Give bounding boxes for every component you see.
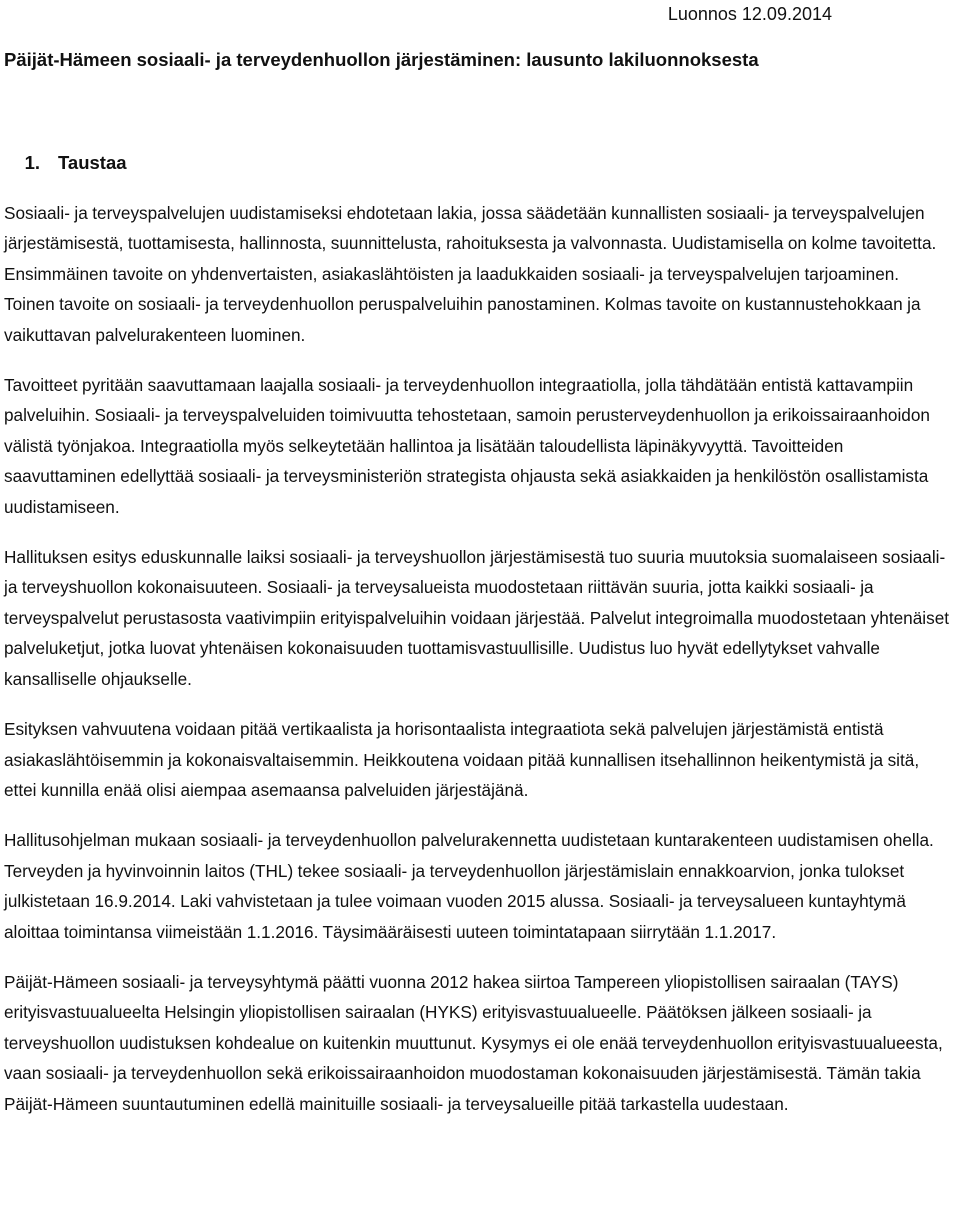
document-title: Päijät-Hämeen sosiaali- ja terveydenhuollon järjestäminen: lausunto lakiluonnoksesta (4, 49, 759, 70)
paragraph-4: Esityksen vahvuutena voidaan pitää vertikaalista ja horisontaalista integraatiota sekä palvelujen järjestämistä entistä asiakaslähtöisemmin ja kokonaisvaltaisemmin. Heikkoutena voidaan pitää kunnallisen itsehallinnon heikentymistä ja sitä, ettei kunnilla enää olisi aiempaa asemaansa palveluiden järjestäjänä. (4, 719, 920, 800)
paragraph-2: Tavoitteet pyritään saavuttamaan laajalla sosiaali- ja terveydenhuollon integraatiolla, jolla tähdätään entistä kattavampiin palveluihin. Sosiaali- ja terveyspalveluiden toimivuutta tehostetaan, samoin perusterveydenhuollon ja erikoissairaanhoidon välistä työnjakoa. Integraatiolla myös selkeytetään hallintoa ja lisätään taloudellista läpinäkyvyyttä. Tavoitteiden saavuttaminen edellyttää sosiaali- ja terveysministeriön strategista ohjausta sekä asiakkaiden ja henkilöstön osallistamista uudistamiseen. (4, 375, 930, 517)
section-title: Taustaa (58, 152, 127, 173)
paragraph-1: Sosiaali- ja terveyspalvelujen uudistamiseksi ehdotetaan lakia, jossa säädetään kunnallisten sosiaali- ja terveyspalvelujen järjestämisestä, tuottamisesta, hallinnosta, suunnittelusta, rahoituksesta ja valvonnasta. Uudistamisella on kolme tavoitetta. Ensimmäinen tavoite on yhdenvertaisten, asiakaslähtöisten ja laadukkaiden sosiaali- ja terveyspalvelujen tarjoaminen. Toinen tavoite on sosiaali- ja terveydenhuollon peruspalveluihin panostaminen. Kolmas tavoite on kustannustehokkaan ja vaikuttavan palvelurakenteen luominen. (4, 203, 937, 345)
section-heading (4, 152, 127, 174)
section-number: 1. (24, 152, 40, 173)
body-text (4, 198, 952, 1119)
paragraph-3: Hallituksen esitys eduskunnalle laiksi sosiaali- ja terveyshuollon järjestämisestä tuo suuria muutoksia suomalaiseen sosiaali- ja terveyshuollon kokonaisuuteen. Sosiaali- ja terveysalueista muodostetaan riittävän suuria, jotta kaikki sosiaali- ja terveyspalvelut perustasosta vaativimpiin erityispalveluihin voidaan järjestää. Palvelut integroimalla muodostetaan yhtenäiset palveluketjut, jotka luovat yhtenäisen kokonaisuuden tuottamisvastuullisille. Uudistus luo hyvät edellytykset vahvalle kansalliselle ohjaukselle. (4, 547, 950, 689)
paragraph-5: Hallitusohjelman mukaan sosiaali- ja terveydenhuollon palvelurakennetta uudistetaan kuntarakenteen uudistamisen ohella. Terveyden ja hyvinvoinnin laitos (THL) tekee sosiaali- ja terveydenhuollon järjestämislain ennakkoarvion, jonka tulokset julkistetaan 16.9.2014. Laki vahvistetaan ja tulee voimaan vuoden 2015 alussa. Sosiaali- ja terveysalueen kuntayhtymä aloittaa toimintansa viimeistään 1.1.2016. Täysimääräisesti uuteen toimintatapaan siirrytään 1.1.2017. (4, 830, 934, 942)
paragraph-6: Päijät-Hämeen sosiaali- ja terveysyhtymä päätti vuonna 2012 hakea siirtoa Tampereen yliopistollisen sairaalan (TAYS) erityisvastuualueelta Helsingin yliopistollisen sairaalan (HYKS) erityisvastuualueelle. Päätöksen jälkeen sosiaali- ja terveyshuollon uudistuksen kohdealue on kuitenkin muuttunut. Kysymys ei ole enää terveydenhuollon erityisvastuualueesta, vaan sosiaali- ja terveydenhuollon sekä erikoissairaanhoidon muodostaman kokonaisuuden järjestämisestä. Tämän takia Päijät-Hämeen suuntautuminen edellä mainituille sosiaali- ja terveysalueille pitää tarkastella uudestaan. (4, 971, 943, 1114)
draft-date: Luonnos 12.09.2014 (667, 4, 832, 24)
